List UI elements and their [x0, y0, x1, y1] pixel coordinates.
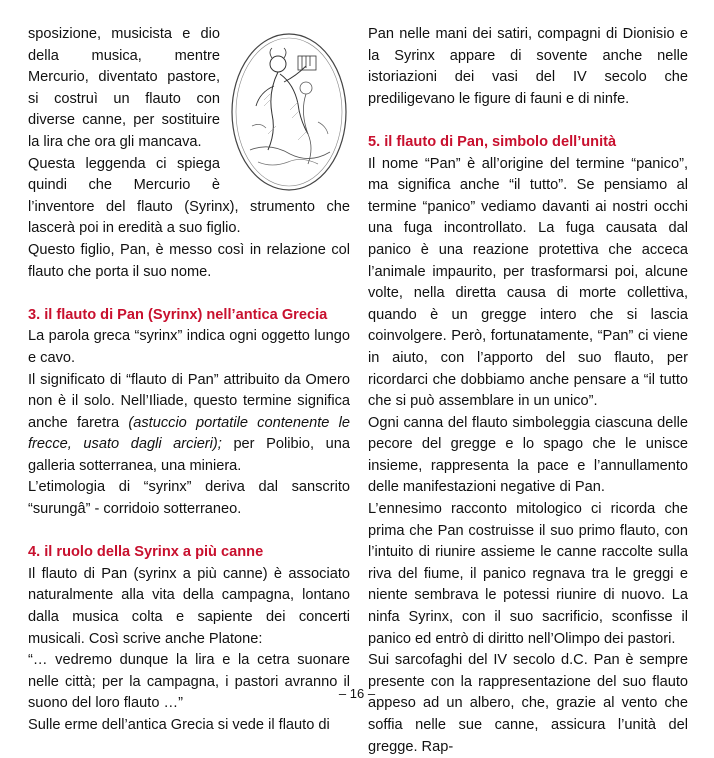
- section-3-heading: 3. il flauto di Pan (Syrinx) nell’antica Grecia: [28, 306, 328, 323]
- section-3-paragraph-2-start: Il significato di “flauto di Pan” attribuito da Omero non è il solo. Nell’Iliade, questo termine significa anche faretra: [28, 371, 350, 431]
- left-column: [28, 24, 350, 737]
- section-5-paragraph-3: L’ennesimo racconto mitologico ci ricorda che prima che Pan costruisse il suo primo flauto, con l’intuito di riunire assieme le canne raccolte sulla riva del fiume, il panico regnava tra le greggi e niente sembrava le potessi riunire di nuovo. La ninfa Syrinx, con il suo sacrificio, sconfisse il panico ed entrò di diritto nell’Olimpo dei pastori.: [368, 501, 688, 647]
- intro-paragraph-3: Questo figlio, Pan, è messo così in relazione col flauto che porta il suo nome.: [28, 241, 350, 280]
- section-3-paragraph-2-italic: (astuccio portatile contenente le frecce, usato dagli arcieri);: [28, 414, 350, 453]
- intro-paragraph-1: sposizione, musicista e dio della musica, mentre Mercurio, diventato pastore, si costruì un flauto con diverse canne, per sostituire la lira che ora gli mancava.: [28, 26, 220, 150]
- section-5-paragraph-4: Sui sarcofaghi del IV secolo d.C. Pan è sempre presente con la rappresentazione del suo flauto appeso ad un albero, che, grazie al vento che soffia nelle sue canne, assicura l’unità del gregge. Rap-: [368, 652, 688, 755]
- satyr-with-syrinx-drawing: [228, 30, 350, 194]
- section-4-quote: “… vedremo dunque la lira e la cetra suonare nelle città; per la campagna, i pastori avranno il suono del loro flauto …”: [28, 652, 350, 712]
- section-4-paragraph-1: Il flauto di Pan (syrinx a più canne) è associato naturalmente alla vita della campagna, lontano dalla musica colta e sapiente dei concerti musicali. Così scrive anche Platone:: [28, 565, 350, 647]
- section-3-paragraph-1: La parola greca “syrinx” indica ogni oggetto lungo e cavo.: [28, 328, 350, 366]
- section-5-heading: 5. il flauto di Pan, simbolo dell’unità: [368, 133, 617, 150]
- section-5-paragraph-1: Il nome “Pan” è all’origine del termine “panico”, ma significa anche “il tutto”. Se pensiamo al termine “panico” vediamo davanti ai nostri occhi una fuga incontrollato. La fuga causata dal panico è una reazione protettiva che acceca l’animale impaurito, per trasformarsi poi, alcune volte, nella diretta causa di morte collettiva, quando è un gregge intero che si lascia coinvolgere. Però, fortunatamente, “Pan” ci viene in aiuto, con l’apporto del suo flauto, per ricordarci che dobbiamo anche pensare a “il tutto che si può assemblare in un unico”.: [368, 155, 688, 410]
- section-4-heading: 4. il ruolo della Syrinx a più canne: [28, 544, 264, 561]
- section-5-paragraph-2: Ogni canna del flauto simboleggia ciascuna delle pecore del gregge e lo spago che le unisce insieme, rappresenta la pace e l’annullamento delle manifestazioni negative di Pan.: [368, 414, 688, 496]
- engraving-illustration: [228, 30, 350, 194]
- section-4-paragraph-3: Sulle erme dell’antica Grecia si vede il flauto di: [28, 717, 330, 733]
- section-3-paragraph-3: L’etimologia di “syrinx” deriva dal sanscrito “surungâ” - corridoio sotterraneo.: [28, 479, 350, 518]
- intro-paragraph-2: Questa leggenda ci spiega quindi che Mercurio è l’inventore del flauto (Syrinx), strumento che lascerà poi in eredità a suo figlio.: [28, 155, 350, 237]
- section-3-paragraph-2: [28, 370, 350, 478]
- page-number: – 16 –: [338, 686, 376, 701]
- section-3-paragraph-2-end: per Polibio, una galleria sotterranea, una miniera.: [28, 436, 350, 474]
- continuation-paragraph: Pan nelle mani dei satiri, compagni di Dionisio e la Syrinx appare di sovente anche nelle istoriazioni dei vasi del IV secolo che prediligevano le figure di fauni e di ninfe.: [368, 26, 688, 107]
- right-column: [368, 24, 688, 758]
